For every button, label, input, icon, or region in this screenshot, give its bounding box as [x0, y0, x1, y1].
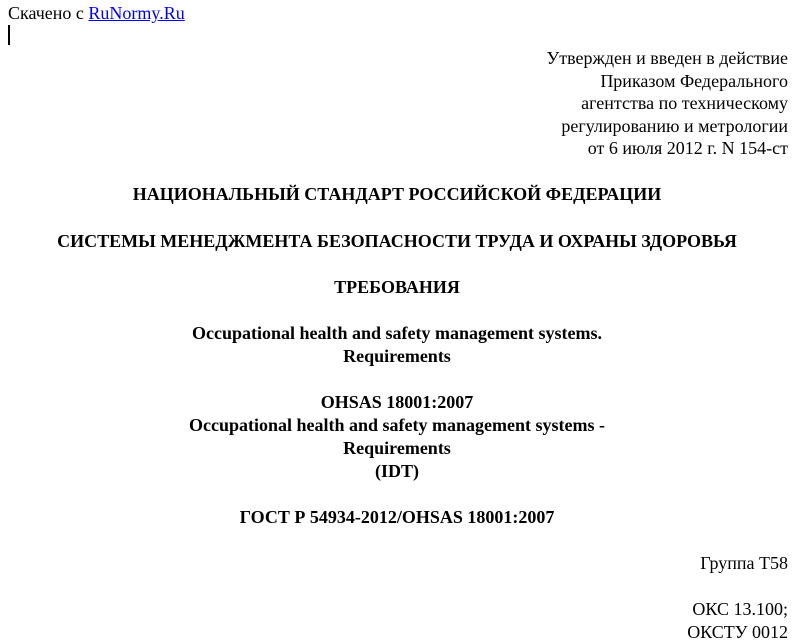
ohsas-line: OHSAS 18001:2007	[320, 392, 474, 412]
source-link[interactable]: RuNormy.Ru	[88, 3, 185, 23]
english-title-block	[0, 322, 794, 368]
systems-title-text: СИСТЕМЫ МЕНЕДЖМЕНТА БЕЗОПАСНОСТИ ТРУДА И ОХРАНЫ ЗДОРОВЬЯ	[57, 231, 737, 251]
oks-label: ОКС 13.100;	[692, 599, 788, 619]
gost-text: ГОСТ Р 54934-2012/OHSAS 18001:2007	[239, 507, 555, 527]
approval-line: Утвержден и введен в действие	[546, 48, 788, 68]
gost-heading	[0, 506, 794, 529]
requirements-text: ТРЕБОВАНИЯ	[334, 277, 460, 297]
ohsas-block	[0, 391, 794, 483]
ohsas-line: (IDT)	[375, 461, 419, 481]
source-line	[8, 2, 185, 24]
ohsas-line: Occupational health and safety management systems -	[189, 415, 605, 435]
approval-line: от 6 июля 2012 г. N 154-ст	[587, 138, 788, 158]
source-prefix: Скачено с	[8, 3, 89, 23]
systems-title-heading	[0, 230, 794, 253]
okstu-label: ОКСТУ 0012	[687, 622, 788, 642]
approval-line: регулированию и метрологии	[561, 115, 788, 136]
approval-line: Приказом Федерального	[600, 70, 788, 91]
group-label: Группа Т58	[700, 553, 788, 573]
requirements-heading	[0, 276, 794, 299]
approval-line: агентства по техническому	[581, 93, 788, 113]
text-cursor	[8, 25, 10, 45]
national-standard-text: НАЦИОНАЛЬНЫЙ СТАНДАРТ РОССИЙСКОЙ ФЕДЕРАЦИИ	[132, 184, 662, 204]
approval-block	[546, 47, 788, 160]
english-title-line: Requirements	[343, 346, 451, 366]
english-title-line: Occupational health and safety management systems.	[192, 323, 602, 343]
ohsas-line: Requirements	[343, 438, 451, 458]
national-standard-heading	[0, 183, 794, 206]
